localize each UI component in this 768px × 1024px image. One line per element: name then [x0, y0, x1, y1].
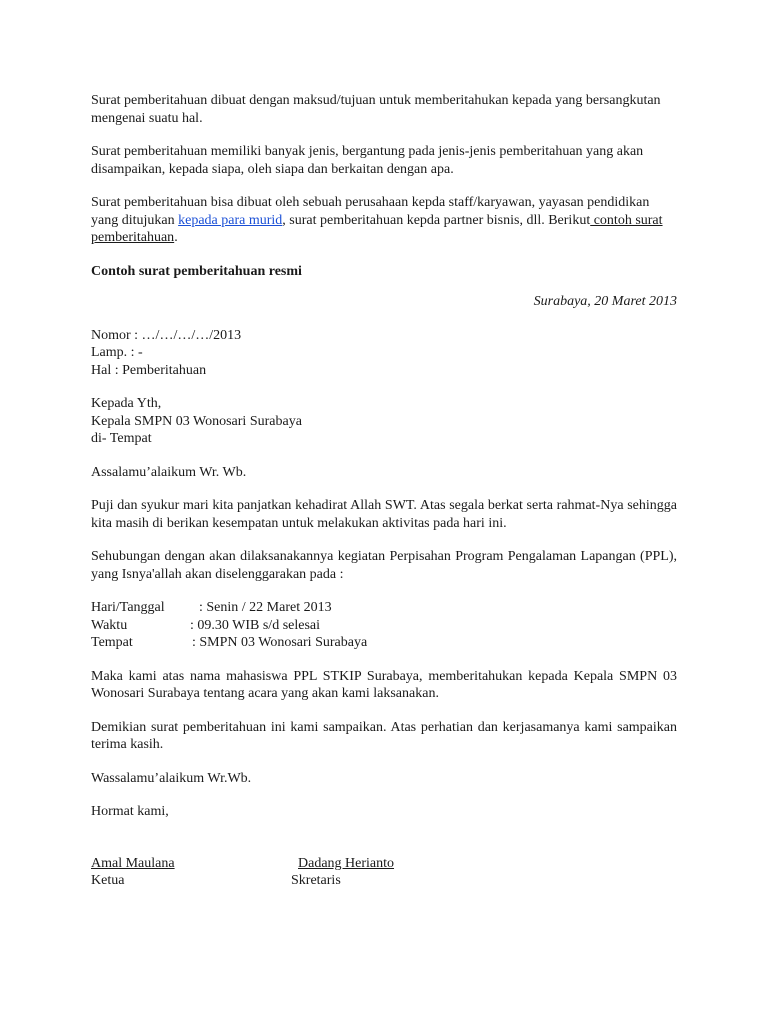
signature-block	[91, 855, 677, 890]
signer-name-ketua: Amal Maulana	[91, 855, 175, 871]
signer-name-sekretaris: Dadang Herianto	[298, 855, 395, 871]
intro-paragraph-3-start: Surat pemberitahuan bisa dibuat oleh sebuah perusahaan kepda staff/karyawan, yayasan pendidikan yang ditujukan	[91, 195, 650, 228]
intro-paragraph-2: Surat pemberitahuan memiliki banyak jenis, bergantung pada jenis-jenis pemberitahuan yang akan disampaikan, kepada siapa, oleh siapa dan berkaitan dengan apa.	[91, 144, 644, 177]
intro-paragraph-3-end: .	[174, 230, 178, 245]
letter-body-3: Maka kami atas nama mahasiswa PPL STKIP Surabaya, memberitahukan kepada Kepala SMPN 03 Wonosari Surabaya tentang acara yang akan kami laksanakan.	[91, 668, 677, 701]
letter-lamp: Lamp. : -	[91, 345, 143, 360]
section-heading: Contoh surat pemberitahuan resmi	[91, 263, 302, 279]
detail-row-waktu	[91, 617, 677, 635]
recipient-line-2: Kepala SMPN 03 Wonosari Surabaya	[91, 413, 302, 429]
letter-greeting: Assalamu’alaikum Wr. Wb.	[91, 464, 247, 480]
detail-value: : SMPN 03 Wonosari Surabaya	[192, 635, 368, 650]
letter-body-2: Sehubungan dengan akan dilaksanakannya kegiatan Perpisahan Program Pengalaman Lapangan (PPL), yang Isnya'allah akan diselenggarakan pada :	[91, 549, 677, 582]
closing-regards: Hormat kami,	[91, 804, 169, 819]
closing-salutation: Wassalamu’alaikum Wr.Wb.	[91, 770, 252, 786]
signer-role-ketua: Ketua	[91, 873, 125, 888]
detail-row-tempat	[91, 634, 677, 652]
letter-date: Surabaya, 20 Maret 2013	[533, 294, 677, 309]
document-page	[91, 92, 677, 890]
letter-body-4: Demikian surat pemberitahuan ini kami sampaikan. Atas perhatian dan kerjasamanya kami sampaikan terima kasih.	[91, 719, 677, 752]
detail-row-hari-tanggal	[91, 599, 677, 617]
recipient-line-3: di- Tempat	[91, 431, 152, 446]
signature-roles-row	[91, 872, 677, 890]
detail-value: : Senin / 22 Maret 2013	[199, 600, 332, 615]
letter-nomor: Nomor : …/…/…/…/2013	[91, 327, 242, 343]
link-contoh-surat-pemberitahuan[interactable]: contoh surat pemberitahuan	[91, 212, 663, 245]
signature-names-row	[91, 855, 677, 873]
letter-hal: Hal : Pemberitahuan	[91, 362, 207, 378]
recipient-line-1: Kepada Yth,	[91, 396, 162, 411]
intro-paragraph-3	[91, 194, 677, 247]
detail-label: Tempat	[91, 635, 133, 650]
event-details	[91, 599, 677, 652]
detail-value: : 09.30 WIB s/d selesai	[190, 617, 321, 633]
intro-paragraph-3-mid: , surat pemberitahuan kepda partner bisnis, dll. Berikut	[282, 212, 591, 228]
signer-role-sekretaris: Skretaris	[291, 873, 341, 888]
detail-label: Waktu	[91, 617, 128, 633]
letter-body-1: Puji dan syukur mari kita panjatkan kehadirat Allah SWT. Atas segala berkat serta rahmat-Nya sehingga kita masih di berikan kesempatan untuk melakukan aktivitas pada hari ini.	[91, 498, 677, 531]
detail-label: Hari/Tanggal	[91, 600, 165, 615]
link-kepada-para-murid[interactable]: kepada para murid	[178, 212, 283, 228]
intro-paragraph-1: Surat pemberitahuan dibuat dengan maksud/tujuan untuk memberitahukan kepada yang bersangkutan mengenai suatu hal.	[91, 93, 661, 126]
